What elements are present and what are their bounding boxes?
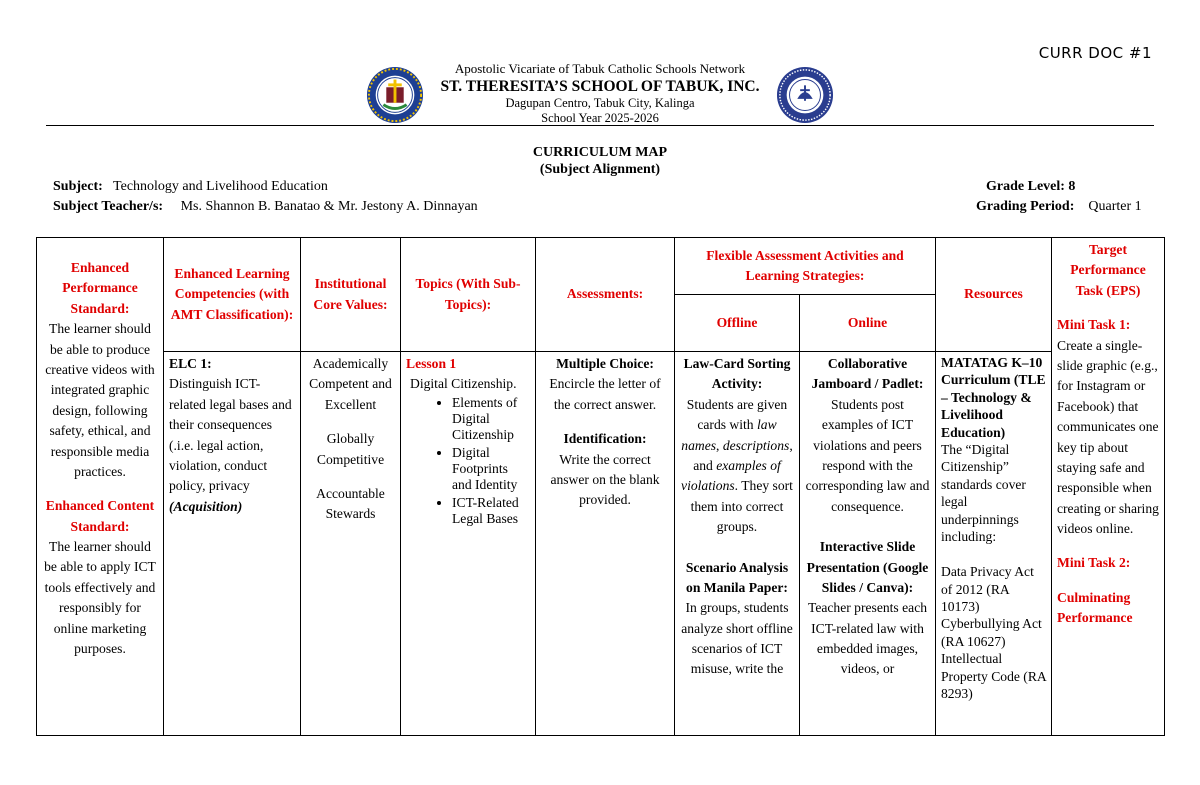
content-standard-label: Enhanced Content Standard: xyxy=(45,498,155,534)
document-title: CURRICULUM MAP xyxy=(532,145,668,160)
header-resources: Resources xyxy=(936,238,1052,352)
document-number: CURR DOC #1 xyxy=(1038,44,1152,62)
elc-text: Distinguish ICT-related legal bases and their consequences (.i.e. legal action, violation, conduct policy, privacy xyxy=(169,376,292,494)
mini-task-2-label: Mini Task 2: xyxy=(1057,555,1131,571)
resource-title: MATATAG K–10 Curriculum (TLE – Technology & Livelihood Education) xyxy=(941,355,1046,440)
header-target-task: Target Performance Task (EPS) xyxy=(1070,242,1146,298)
performance-standard-text: The learner should be able to produce creative videos with integrated graphic design, following safety, ethical, and responsible media practices. xyxy=(45,321,155,479)
subject-row xyxy=(53,179,328,195)
core-values-cell xyxy=(301,352,401,736)
school-year: School Year 2025-2026 xyxy=(541,111,659,125)
grade-label: Grade Level: xyxy=(986,179,1065,194)
grade-value: 8 xyxy=(1068,179,1076,194)
mc-label: Multiple Choice: xyxy=(556,356,654,371)
core-value-item: Globally Competitive xyxy=(316,431,385,467)
header-topics: Topics (With Sub-Topics): xyxy=(401,238,536,352)
header-online: Online xyxy=(800,295,936,352)
core-value-item: Accountable Stewards xyxy=(316,485,385,522)
online-activity-1-title: Collaborative Jamboard / Padlet: xyxy=(811,356,924,392)
offline-activity-2-title: Scenario Analysis on Manila Paper: xyxy=(685,559,789,595)
resource-text: The “Digital Citizenship” standards cover legal underpinnings including: xyxy=(941,441,1026,544)
offline-activity-1-title: Law-Card Sorting Activity: xyxy=(683,356,791,392)
document-subtitle: (Subject Alignment) xyxy=(539,162,661,177)
list-item: • Elements of Digital Citizenship xyxy=(452,395,530,444)
header-core-values: Institutional Core Values: xyxy=(301,238,401,352)
lesson-label: Lesson 1 xyxy=(406,356,457,371)
online-activity-1-text: Students post examples of ICT violations and peers respond with the corresponding law and consequence. xyxy=(805,396,930,514)
header-flexible-activities: Flexible Assessment Activities and Learning Strategies: xyxy=(675,238,936,295)
offline-activity-2-text: In groups, students analyze short offline scenarios of ICT misuse, write the xyxy=(681,600,793,677)
id-label: Identification: xyxy=(563,431,647,447)
assessments-cell xyxy=(536,352,675,736)
subject-value: Technology and Livelihood Education xyxy=(113,179,328,194)
resources-cell xyxy=(936,352,1052,736)
resource-law: Data Privacy Act of 2012 (RA 10173) xyxy=(941,564,1034,615)
list-item: • ICT-Related Legal Bases xyxy=(452,495,530,528)
topics-cell xyxy=(401,352,536,736)
performance-standard-label: Enhanced Performance Standard: xyxy=(62,260,138,316)
content-standard-text: The learner should be able to apply ICT tools effectively and responsibly for online marketing purposes. xyxy=(44,539,156,657)
resource-law: Intellectual Property Code (RA 8293) xyxy=(941,651,1046,702)
subtopic-list xyxy=(406,395,530,528)
competency-cell xyxy=(164,352,301,736)
lesson-title: Digital Citizenship. xyxy=(410,376,517,392)
mc-text: Encircle the letter of the correct answer. xyxy=(549,376,661,412)
elc-label: ELC 1: xyxy=(169,356,212,371)
period-label: Grading Period: xyxy=(976,199,1075,214)
school-name: ST. THERESITA’S SCHOOL OF TABUK, INC. xyxy=(440,78,760,95)
target-task-cell xyxy=(1052,238,1165,736)
header-divider xyxy=(46,125,1154,126)
elc-classification: (Acquisition) xyxy=(169,498,243,514)
culminating-label: Culminating Performance xyxy=(1057,589,1133,626)
performance-standard-cell xyxy=(37,238,164,736)
network-name: Apostolic Vicariate of Tabuk Catholic Schools Network xyxy=(454,61,746,76)
period-row xyxy=(976,199,1142,215)
online-activity-2-title: Interactive Slide Presentation (Google Slides / Canva): xyxy=(806,539,929,595)
header-assessments: Assessments: xyxy=(536,238,675,352)
school-address: Dagupan Centro, Tabuk City, Kalinga xyxy=(505,96,695,110)
mini-task-1-label: Mini Task 1: xyxy=(1057,317,1131,333)
core-value-item: Academically Competent and Excellent xyxy=(309,356,392,412)
offline-cell xyxy=(675,352,800,736)
header-competencies: Enhanced Learning Competencies (with AMT Classification): xyxy=(164,238,301,352)
period-value: Quarter 1 xyxy=(1088,199,1142,214)
teacher-value: Ms. Shannon B. Banatao & Mr. Jestony A. Dinnayan xyxy=(180,199,478,214)
teacher-label: Subject Teacher/s: xyxy=(53,199,164,214)
mini-task-1-text: Create a single-slide graphic (e.g., for Instagram or Facebook) that communicates one key tip about staying safe and responsible when creating or sharing videos online. xyxy=(1057,337,1159,537)
resource-law: Cyberbullying Act (RA 10627) xyxy=(941,616,1042,649)
curriculum-map-table xyxy=(36,237,1165,736)
list-item: • Digital Footprints and Identity xyxy=(452,445,530,494)
online-activity-2-text: Teacher presents each ICT-related law with embedded images, videos, or xyxy=(807,600,928,677)
online-cell xyxy=(800,352,936,736)
subject-label: Subject: xyxy=(53,179,103,194)
offline-activity-1-text: Students are given cards with law names, descriptions, and examples of violations. They sort them into correct groups. xyxy=(681,396,793,535)
grade-row xyxy=(986,179,1075,195)
id-text: Write the correct answer on the blank provided. xyxy=(550,451,660,508)
header-offline: Offline xyxy=(675,295,800,352)
teacher-row xyxy=(53,199,478,215)
